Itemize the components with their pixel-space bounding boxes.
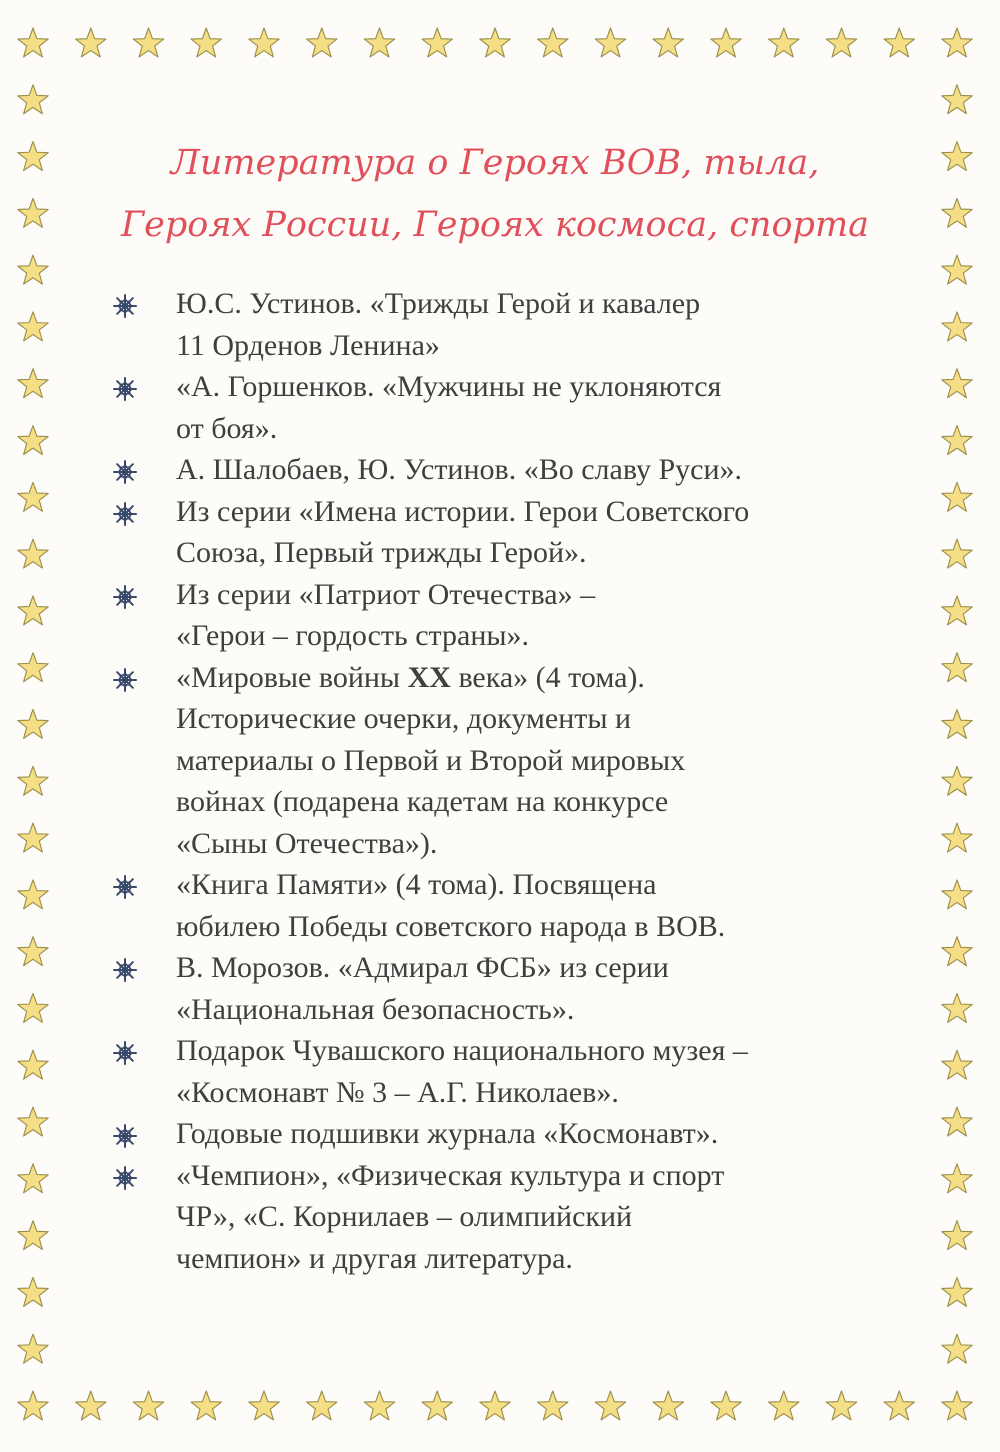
star-icon <box>18 993 48 1022</box>
star-icon <box>307 1391 337 1420</box>
star-icon <box>480 28 510 57</box>
star-icon <box>133 28 163 57</box>
star-icon <box>18 823 48 852</box>
list-item-text <box>176 947 902 1030</box>
list-item-line <box>176 657 902 699</box>
star-icon <box>364 1391 394 1420</box>
snowflake-icon <box>112 957 138 983</box>
star-icon <box>942 1277 972 1306</box>
star-icon <box>538 1391 568 1420</box>
snowflake-icon <box>112 874 138 900</box>
list-item-text <box>176 449 902 491</box>
star-icon <box>18 937 48 966</box>
star-icon <box>826 1391 856 1420</box>
star-icon <box>942 482 972 511</box>
list-item-line: от боя». <box>176 411 278 445</box>
star-icon <box>18 1334 48 1363</box>
list-item-text <box>176 574 902 657</box>
star-icon <box>18 596 48 625</box>
star-icon <box>942 766 972 795</box>
star-icon <box>18 710 48 739</box>
star-icon <box>18 369 48 398</box>
star-icon <box>942 1107 972 1136</box>
list-item-text <box>176 657 902 865</box>
title-line-2: Героях России, Героях космоса, спорта <box>120 205 870 245</box>
star-icon <box>76 1391 106 1420</box>
list-item-text <box>176 864 902 947</box>
star-icon <box>18 1164 48 1193</box>
star-icon <box>942 142 972 171</box>
list-item-text <box>176 283 902 366</box>
star-icon <box>18 1277 48 1306</box>
list-item-fragment: века» (4 тома). <box>450 660 645 694</box>
list-item-line: Из серии «Имена истории. Герои Советского <box>176 494 750 528</box>
star-icon <box>942 880 972 909</box>
list-item <box>112 366 902 449</box>
star-icon <box>18 880 48 909</box>
star-icon <box>18 1107 48 1136</box>
list-item-text <box>176 366 902 449</box>
snowflake-icon <box>112 376 138 402</box>
star-icon <box>942 198 972 227</box>
list-item-line: «Национальная безопасность». <box>176 992 575 1026</box>
star-icon <box>18 653 48 682</box>
star-icon <box>422 1391 452 1420</box>
list-item <box>112 449 902 491</box>
star-icon <box>18 85 48 114</box>
star-icon <box>826 28 856 57</box>
star-icon <box>942 369 972 398</box>
list-item <box>112 947 902 1030</box>
literature-list <box>112 283 902 1279</box>
star-icon <box>653 28 683 57</box>
star-icon <box>18 1221 48 1250</box>
list-item-line: 11 Орденов Ленина» <box>176 328 440 362</box>
list-item-line: юбилею Победы советского народа в ВОВ. <box>176 909 726 943</box>
star-icon <box>942 596 972 625</box>
star-icon <box>884 28 914 57</box>
star-icon <box>942 710 972 739</box>
snowflake-icon <box>112 667 138 693</box>
snowflake-icon <box>112 293 138 319</box>
list-item <box>112 1030 902 1113</box>
star-icon <box>942 85 972 114</box>
star-icon <box>942 1164 972 1193</box>
star-icon <box>76 28 106 57</box>
star-icon <box>942 993 972 1022</box>
snowflake-icon <box>112 584 138 610</box>
star-icon <box>422 28 452 57</box>
star-icon <box>942 1221 972 1250</box>
star-icon <box>595 28 625 57</box>
star-icon <box>191 1391 221 1420</box>
star-icon <box>942 255 972 284</box>
page-title <box>100 132 890 256</box>
list-item-line: Из серии «Патриот Отечества» – <box>176 577 596 611</box>
list-item <box>112 864 902 947</box>
star-icon <box>769 28 799 57</box>
list-item-line: «Сыны Отечества»). <box>176 826 438 860</box>
star-icon <box>653 1391 683 1420</box>
star-icon <box>942 1334 972 1363</box>
star-icon <box>942 653 972 682</box>
star-icon <box>18 766 48 795</box>
star-icon <box>18 198 48 227</box>
star-icon <box>18 255 48 284</box>
list-item <box>112 491 902 574</box>
list-item-line: А. Шалобаев, Ю. Устинов. «Во славу Руси». <box>176 453 743 486</box>
star-icon <box>942 539 972 568</box>
list-item-text <box>176 1030 902 1113</box>
list-item-text <box>176 491 902 574</box>
list-item-line: «А. Горшенков. «Мужчины не уклоняются <box>176 370 722 403</box>
star-icon <box>480 1391 510 1420</box>
snowflake-icon <box>112 501 138 527</box>
star-icon <box>769 1391 799 1420</box>
list-item <box>112 574 902 657</box>
star-icon <box>133 1391 163 1420</box>
star-icon <box>942 312 972 341</box>
list-item-line: «Герои – гордость страны». <box>176 619 530 652</box>
star-icon <box>191 28 221 57</box>
list-item-text <box>176 1113 902 1155</box>
list-item-line: Союза, Первый трижды Герой». <box>176 536 587 569</box>
star-icon <box>18 28 48 57</box>
snowflake-icon <box>112 1165 138 1191</box>
star-icon <box>942 823 972 852</box>
star-icon <box>249 1391 279 1420</box>
star-icon <box>884 1391 914 1420</box>
star-icon <box>942 1050 972 1079</box>
list-item-fragment: «Мировые войны <box>176 660 408 694</box>
list-item-line: материалы о Первой и Второй мировых <box>176 743 686 777</box>
list-item-line: Исторические очерки, документы и <box>176 702 632 735</box>
list-item-line: «Космонавт № 3 – А.Г. Николаев». <box>176 1075 619 1109</box>
star-icon <box>942 937 972 966</box>
star-icon <box>538 28 568 57</box>
star-icon <box>711 28 741 57</box>
list-item <box>112 283 902 366</box>
snowflake-icon <box>112 1040 138 1066</box>
star-icon <box>18 312 48 341</box>
star-icon <box>307 28 337 57</box>
star-icon <box>364 28 394 57</box>
star-icon <box>942 426 972 455</box>
list-item-line: В. Морозов. «Адмирал ФСБ» из серии <box>176 951 669 984</box>
list-item-line: ЧР», «С. Корнилаев – олимпийский <box>176 1200 633 1233</box>
list-item-text <box>176 1155 902 1280</box>
list-item-line: Годовые подшивки журнала «Космонавт». <box>176 1117 719 1150</box>
snowflake-icon <box>112 459 138 485</box>
snowflake-icon <box>112 1123 138 1149</box>
star-icon <box>18 426 48 455</box>
list-item-line: войнах (подарена кадетам на конкурсе <box>176 785 669 818</box>
star-icon <box>249 28 279 57</box>
century-numeral: XX <box>407 660 451 694</box>
star-icon <box>18 482 48 511</box>
star-icon <box>711 1391 741 1420</box>
star-icon <box>595 1391 625 1420</box>
list-item-line: «Чемпион», «Физическая культура и спорт <box>176 1158 725 1192</box>
list-item <box>112 657 902 865</box>
star-icon <box>18 539 48 568</box>
list-item-line: Подарок Чувашского национального музея – <box>176 1034 748 1067</box>
star-icon <box>942 1391 972 1420</box>
list-item-line: «Книга Памяти» (4 тома). Посвящена <box>176 868 657 901</box>
star-icon <box>18 1391 48 1420</box>
title-line-1: Литература о Героях ВОВ, тыла, <box>170 143 820 183</box>
star-icon <box>18 1050 48 1079</box>
list-item-line: Ю.С. Устинов. «Трижды Герой и кавалер <box>176 287 701 320</box>
star-icon <box>942 28 972 57</box>
list-item <box>112 1155 902 1280</box>
list-item <box>112 1113 902 1155</box>
star-icon <box>18 142 48 171</box>
list-item-line: чемпион» и другая литература. <box>176 1241 573 1275</box>
